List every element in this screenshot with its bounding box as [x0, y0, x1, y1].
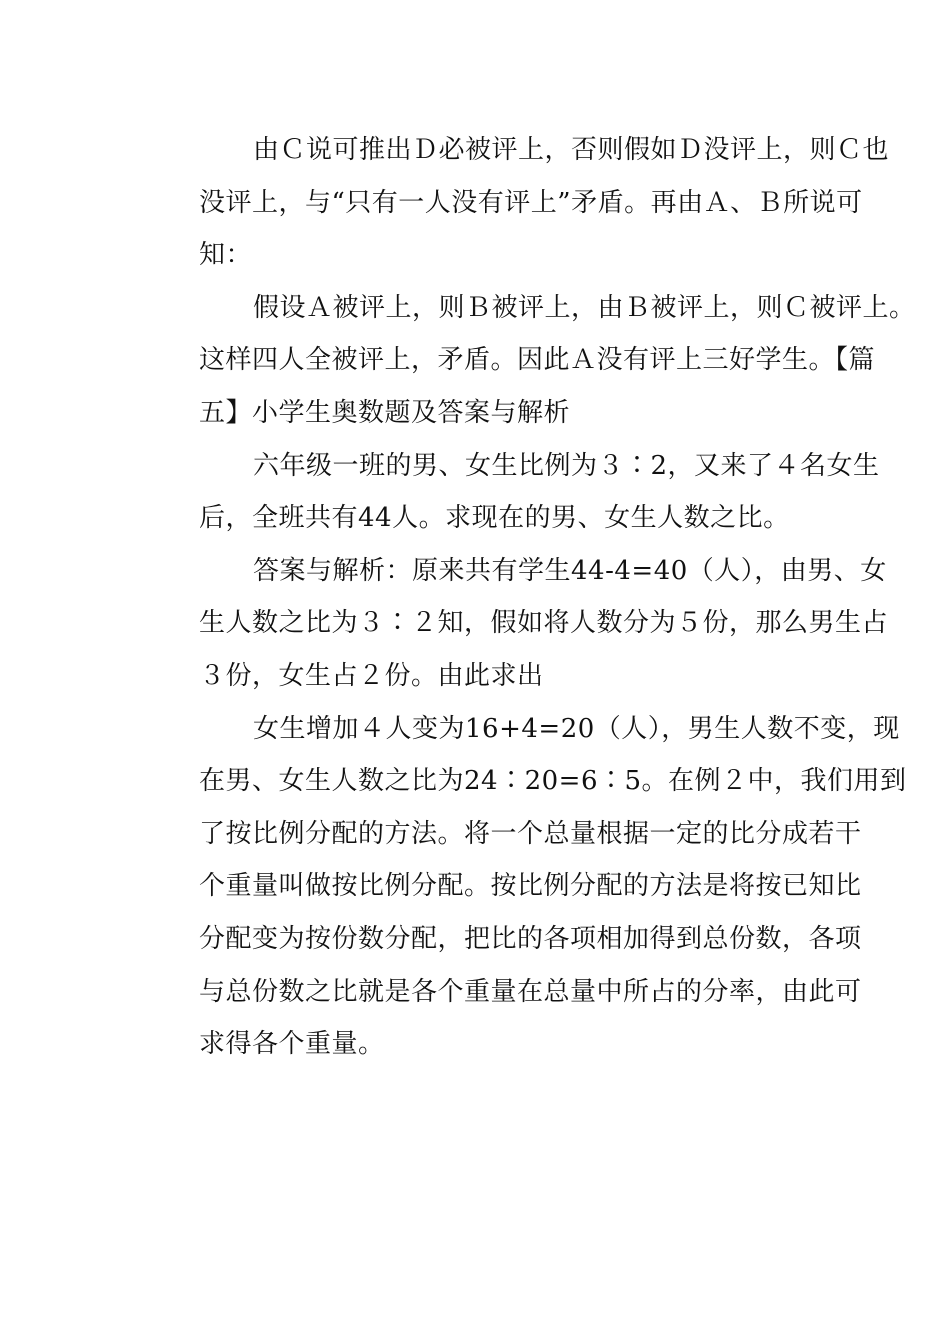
document-body	[145, 124, 916, 1071]
paragraph-line: 由Ｃ说可推出Ｄ必被评上，否则假如Ｄ没评上，则Ｃ也	[253, 135, 890, 165]
paragraph-line: 分配变为按份数分配，把比的各项相加得到总份数，各项	[199, 923, 862, 954]
paragraph-line: 假设Ａ被评上，则Ｂ被评上，由Ｂ被评上，则Ｃ被评上。	[253, 292, 916, 323]
paragraph-1	[145, 124, 890, 282]
paragraph-line: 答案与解析：原来共有学生44-4=40（人），由男、女	[253, 555, 887, 586]
paragraph-line: 六年级一班的男、女生比例为３∶2，又来了４名女生	[253, 450, 880, 481]
paragraph-line: 了按比例分配的方法。将一个总量根据一定的比分成若干	[199, 818, 862, 849]
paragraph-line: 这样四人全被评上，矛盾。因此Ａ没有评上三好学生。【篇	[199, 345, 876, 376]
paragraph-line: 五】小学生奥数题及答案与解析	[199, 397, 571, 428]
paragraph-line: 没评上，与“只有一人没有评上”矛盾。再由Ａ、Ｂ所说可	[199, 187, 863, 218]
paragraph-line: 在男、女生人数之比为24∶20=6∶5。在例２中，我们用到	[199, 766, 907, 797]
paragraph-3	[145, 440, 880, 545]
paragraph-line: ３份，女生占２份。由此求出	[199, 660, 544, 691]
paragraph-line: 生人数之比为３∶２知，假如将人数分为５份，那么男生占	[199, 608, 889, 639]
paragraph-line: 知：	[199, 240, 253, 271]
paragraph-4	[145, 545, 889, 703]
paragraph-2	[145, 282, 916, 440]
paragraph-line: 个重量叫做按比例分配。按比例分配的方法是将按已知比	[199, 871, 862, 902]
paragraph-line: 后，全班共有44人。求现在的男、女生人数之比。	[199, 503, 790, 534]
paragraph-line: 与总份数之比就是各个重量在总量中所占的分率，由此可	[199, 976, 862, 1007]
paragraph-line: 女生增加４人变为16+4=20（人），男生人数不变，现	[253, 713, 900, 744]
paragraph-5	[145, 703, 907, 1071]
paragraph-line: 求得各个重量。	[199, 1029, 385, 1060]
